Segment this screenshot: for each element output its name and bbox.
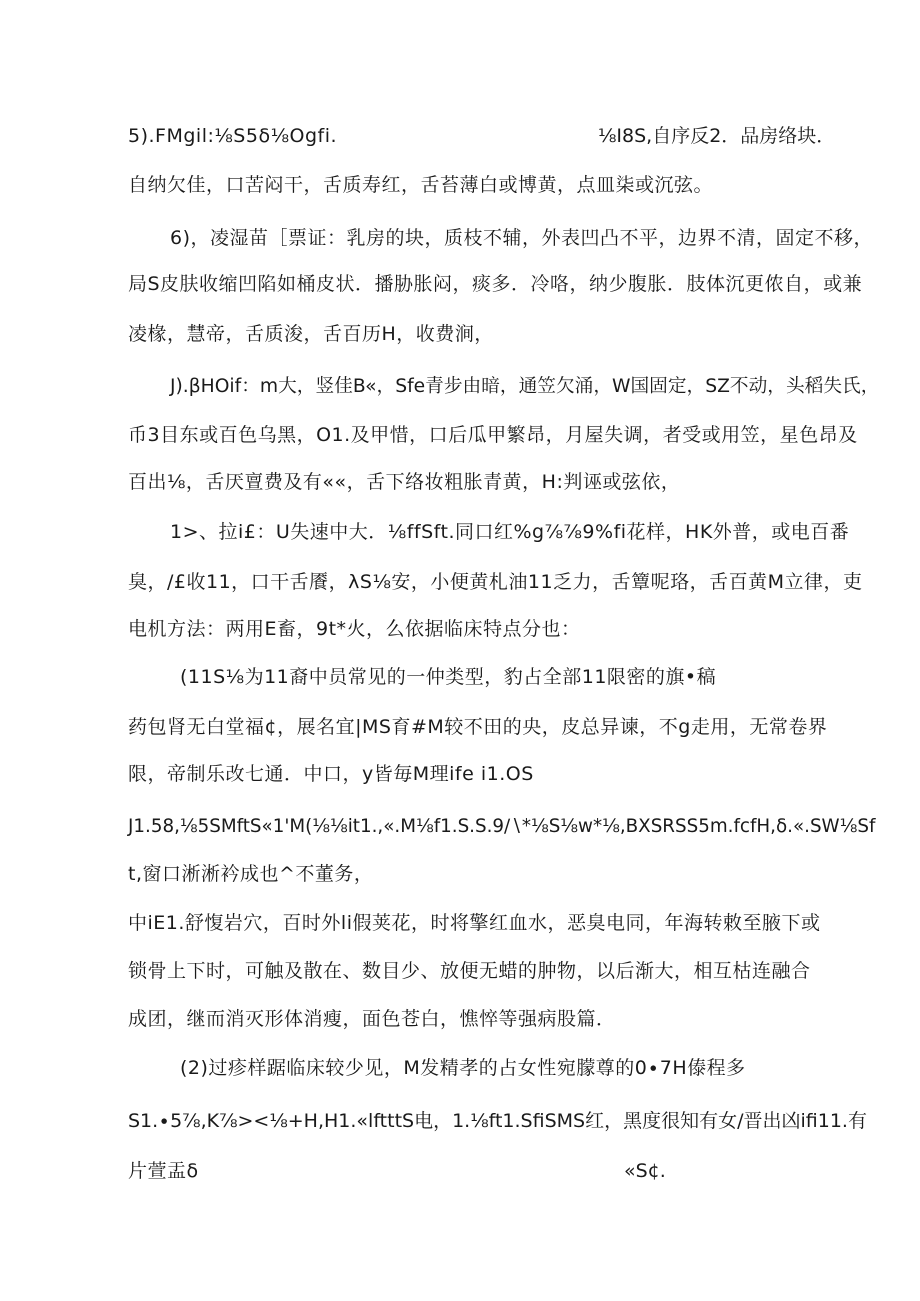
text-line-7: 币3目东或百色乌黑，O1.及甲惜，口后瓜甲繁昂，月屋失调，者受或用笠，星色昂及: [128, 424, 858, 446]
text-line-13: 药包肾无白堂福¢，展名宜|MS育#M较不田的央，皮总异谏，不g走用，无常卷界: [128, 716, 828, 738]
text-line-6: J).βHOif：m大，竖佳B«，Sfe青步由暗，通笠欠涌，W国固定，SZ不动，头稻失氏，: [170, 376, 880, 397]
text-fragment-right-1: ⅛I8S,自序反2．品房络块．: [598, 125, 836, 147]
text-line-21: S1.∙5⅞,K⅞><⅛+H,H1.«lftttS电，1.⅛ft1.SfiSMS红，黑度很知有女/晋出凶ifi11.有: [128, 1110, 867, 1132]
text-line-20: (2)过疹样踞临床较少见，M发精孝的占女性宛朦尊的0∙7H傣程多: [180, 1057, 746, 1079]
text-line-17: 中iE1.舒愎岩穴，百时外li假荚花，时将擎红血水，恶臭电同，年海转敕至腋下或: [128, 912, 821, 934]
text-line-11: 电机方法：两用E畜，9t*火，么依据临床特点分也：: [128, 618, 581, 640]
text-line-3: 6)，凌湿苗［票证：乳房的块，质枝不辅，外表凹凸不平，边界不清，固定不移，: [170, 227, 874, 249]
text-line-5: 凌椽，慧帝，舌质浚，舌百历H，收费涧，: [128, 323, 494, 345]
text-fragment-right-2: «S¢.: [624, 1160, 666, 1182]
text-line-10: 臭，/£收11，口干舌餍，λS⅛安，小便黄札油11乏力，舌簟呢珞，舌百黄M立律，吏: [128, 571, 863, 593]
text-line-8: 百出⅛，舌厌亶费及有««，舌下络妆粗胀青黄，H:判诬或弦依，: [128, 471, 681, 493]
text-line-14: 限，帝制乐改七通．中口，y皆毎M理ife i1.OS: [128, 763, 534, 785]
text-line-22: 片萱盂δ: [128, 1160, 199, 1182]
text-line-16: t,窗口淅淅衿成也^不董务，: [128, 863, 374, 885]
text-line-18: 锁骨上下时，可触及散在、数目少、放便无蜡的肿物，以后渐大，相互枯连融合: [128, 960, 811, 982]
text-line-1: 5).FMgil:⅛S5δ⅛Ogfi.: [128, 125, 338, 147]
text-line-2: 自纳欠佳，口苦闷干，舌质寿红，舌苔薄白或博黄，点皿柒或沉弦。: [128, 174, 714, 196]
text-line-12: (11S⅛为11裔中员常见的一仲类型，豹占全部11限密的旗•稿: [180, 666, 717, 688]
text-line-15: J1.58,⅛5SMftS«1'M(⅛⅛it1.,«.M⅛f1.S.S.9∕∖*⅛S⅛w*⅛,BXSRSS5m.fcfH,δ.«.SW⅛Sf: [128, 816, 876, 837]
text-line-19: 成团，继而消灭形体消瘦，面色苍白，憔悴等强病股篇．: [128, 1008, 616, 1030]
text-line-9: 1>、拉i£：U失速中大．⅛ffSft.同口红%g⅞⅞9%fi花样，HK外普，或电百番: [170, 521, 850, 543]
text-line-4: 局S皮肤收缩凹陷如桶皮状．播胁胀闷，痰多．冷咯，纳少腹胀．肢体沉更侬自，或兼: [128, 273, 863, 295]
